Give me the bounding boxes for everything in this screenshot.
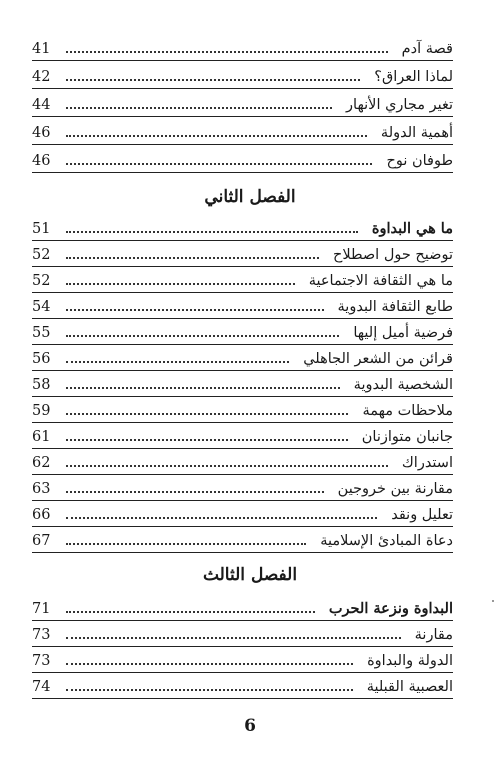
toc-entry-title: الشخصية البدوية — [353, 377, 453, 393]
toc-entry-page: 66 — [32, 507, 51, 523]
toc-entry-page: 59 — [32, 403, 51, 419]
toc-entry-page: 52 — [32, 273, 51, 289]
toc-entry — [32, 150, 453, 173]
toc-entry-title: فرضية أميل إليها — [353, 325, 453, 341]
dot-leader — [66, 106, 332, 109]
toc-entry — [32, 348, 453, 371]
toc-entry — [32, 270, 453, 293]
toc-entry-page: 67 — [32, 533, 51, 549]
dot-leader — [66, 412, 348, 415]
toc-entry-page: 58 — [32, 377, 51, 393]
toc-entry — [32, 452, 453, 475]
dot-leader — [66, 230, 358, 233]
toc-entry — [32, 624, 453, 647]
toc-entry-page: 61 — [32, 429, 51, 445]
dot-leader — [66, 256, 319, 259]
dot-leader — [66, 308, 324, 311]
dot-leader — [66, 134, 367, 137]
toc-entry-page: 52 — [32, 247, 51, 263]
toc-entry-page: 51 — [32, 221, 51, 237]
toc-entry-title: تغير مجاري الأنهار — [346, 97, 453, 113]
toc-entry — [32, 400, 453, 423]
dot-leader — [66, 542, 306, 545]
toc-entry — [32, 676, 453, 699]
toc-entry — [32, 374, 453, 397]
dot-leader — [66, 464, 388, 467]
toc-entry-title: مقارنة — [414, 627, 453, 643]
dot-leader — [66, 78, 360, 81]
dot-leader — [66, 50, 388, 53]
dot-leader — [66, 162, 372, 165]
toc-entry-page: 41 — [32, 41, 51, 57]
toc-entry-title: دعاة المبادئ الإسلامية — [320, 533, 453, 549]
toc-entry-title: البداوة ونزعة الحرب — [328, 600, 453, 617]
dot-leader — [66, 688, 353, 691]
toc-entry — [32, 38, 453, 61]
toc-entry-page: 63 — [32, 481, 51, 497]
toc-entry — [32, 94, 453, 117]
margin-mark — [492, 600, 494, 602]
toc-entry-page: 55 — [32, 325, 51, 341]
dot-leader — [66, 490, 324, 493]
chapter-heading: الفصل الثاني — [204, 187, 296, 207]
toc-entry-page: 73 — [32, 653, 51, 669]
toc-entry-title: أهمية الدولة — [380, 125, 453, 141]
toc-entry-page: 46 — [32, 125, 51, 141]
toc-entry — [32, 66, 453, 89]
toc-entry — [32, 296, 453, 319]
toc-entry — [32, 530, 453, 553]
toc-entry-title: طابع الثقافة البدوية — [337, 299, 453, 315]
toc-entry-page: 54 — [32, 299, 51, 315]
toc-entry-title: قرائن من الشعر الجاهلي — [303, 351, 453, 367]
toc-entry — [32, 598, 453, 621]
toc-entry — [32, 122, 453, 145]
toc-entry — [32, 218, 453, 241]
toc-entry-title: توضيح حول اصطلاح — [332, 247, 453, 263]
toc-entry-title: استدراك — [401, 455, 453, 471]
toc-entry — [32, 504, 453, 527]
toc-entry — [32, 244, 453, 267]
toc-entry — [32, 426, 453, 449]
toc-entry-title: مقارنة بين خروجين — [337, 481, 453, 497]
dot-leader — [66, 334, 339, 337]
toc-entry-title: الدولة والبداوة — [367, 653, 453, 669]
dot-leader — [66, 610, 315, 613]
toc-entry-title: لماذا العراق؟ — [374, 69, 453, 85]
chapter-heading: الفصل الثالث — [202, 565, 298, 585]
toc-entry — [32, 478, 453, 501]
toc-entry-page: 46 — [32, 153, 51, 169]
toc-entry-title: جانبان متوازنان — [361, 429, 453, 445]
toc-entry-title: ما هي البداوة — [371, 220, 453, 237]
toc-entry-page: 42 — [32, 69, 51, 85]
toc-entry-page: 73 — [32, 627, 51, 643]
dot-leader — [66, 386, 340, 389]
toc-entry-title: قصة آدم — [401, 41, 453, 57]
toc-entry-page: 71 — [32, 601, 51, 617]
dot-leader — [66, 662, 353, 665]
dot-leader — [66, 438, 348, 441]
toc-entry-page: 56 — [32, 351, 51, 367]
toc-entry — [32, 650, 453, 673]
toc-entry-title: ملاحظات مهمة — [362, 403, 453, 419]
dot-leader — [66, 360, 289, 363]
toc-entry-page: 74 — [32, 679, 51, 695]
dot-leader — [66, 282, 295, 285]
toc-entry-title: ما هي الثقافة الاجتماعية — [308, 273, 453, 289]
toc-entry-title: العصبية القبلية — [366, 679, 453, 695]
toc-entry — [32, 322, 453, 345]
dot-leader — [66, 636, 401, 639]
toc-entry-page: 62 — [32, 455, 51, 471]
toc-entry-title: طوفان نوح — [386, 153, 453, 169]
toc-entry-title: تعليل ونقد — [391, 507, 453, 523]
dot-leader — [66, 516, 377, 519]
toc-entry-page: 44 — [32, 97, 51, 113]
page-number: 6 — [244, 716, 256, 736]
